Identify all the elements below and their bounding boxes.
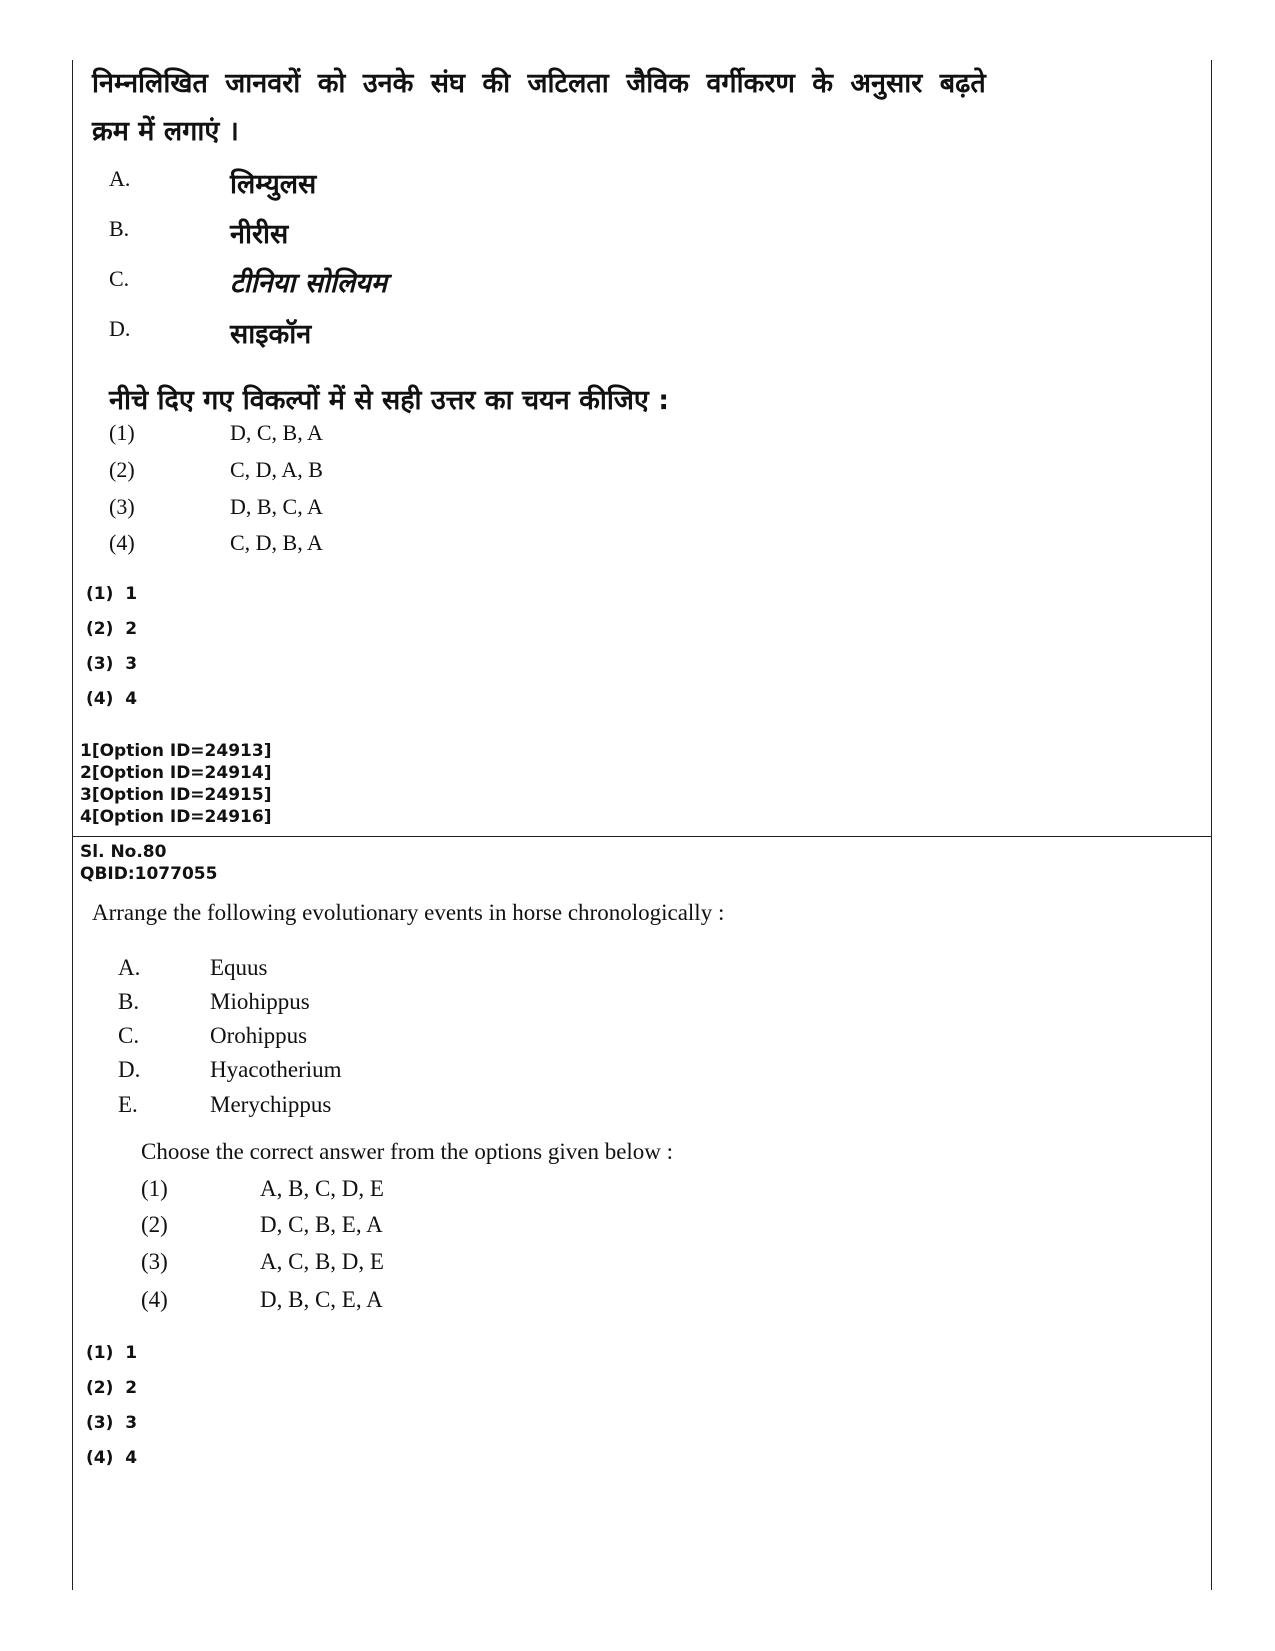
- item-name: साइकॉन: [230, 319, 312, 350]
- option-sequence: D, B, C, E, A: [260, 1287, 383, 1312]
- option-id: 2[Option ID=24914]: [80, 763, 272, 783]
- item-letter: D.: [109, 316, 131, 341]
- option-number: (3): [141, 1249, 168, 1274]
- option-number: (4): [109, 530, 135, 555]
- question-stem-line-2: क्रम में लगाएं ।: [92, 116, 239, 147]
- answer-choice[interactable]: (2) 2: [86, 619, 138, 639]
- option-sequence: D, B, C, A: [230, 494, 323, 519]
- question-bank-id: QBID:1077055: [80, 864, 218, 884]
- question-instruction: नीचे दिए गए विकल्पों में से सही उत्तर का चयन कीजिए :: [109, 385, 670, 416]
- item-name: टीनिया सोलियम: [230, 268, 387, 299]
- item-name: Equus: [210, 955, 268, 980]
- option-number: (2): [109, 457, 135, 482]
- item-letter: B.: [118, 989, 140, 1014]
- item-letter: A.: [109, 166, 131, 191]
- item-name: नीरीस: [230, 219, 289, 250]
- page-border-right: [1211, 60, 1212, 1590]
- option-number: (1): [141, 1176, 168, 1201]
- item-letter: D.: [118, 1057, 141, 1082]
- option-number: (4): [141, 1287, 168, 1312]
- option-sequence: C, D, B, A: [230, 530, 323, 555]
- option-sequence: A, B, C, D, E: [260, 1176, 384, 1201]
- answer-choice[interactable]: (3) 3: [86, 1413, 138, 1433]
- option-sequence: A, C, B, D, E: [260, 1249, 384, 1274]
- item-name: Merychippus: [210, 1092, 332, 1117]
- answer-choice[interactable]: (3) 3: [86, 654, 138, 674]
- item-letter: A.: [118, 955, 141, 980]
- option-sequence: D, C, B, E, A: [260, 1212, 383, 1237]
- option-id: 4[Option ID=24916]: [80, 807, 272, 827]
- item-letter: B.: [109, 216, 130, 241]
- answer-choice[interactable]: (4) 4: [86, 1448, 138, 1468]
- answer-choice[interactable]: (1) 1: [86, 1343, 138, 1363]
- item-name: Orohippus: [210, 1023, 308, 1048]
- question-divider: [72, 836, 1212, 837]
- page-border-left: [72, 60, 73, 1590]
- option-number: (1): [109, 420, 135, 445]
- item-letter: E.: [118, 1092, 138, 1117]
- answer-choice[interactable]: (4) 4: [86, 689, 138, 709]
- option-sequence: D, C, B, A: [230, 420, 323, 445]
- answer-choice[interactable]: (1) 1: [86, 584, 138, 604]
- item-name: Hyacotherium: [210, 1057, 342, 1082]
- serial-number: Sl. No.80: [80, 842, 167, 862]
- item-letter: C.: [109, 266, 130, 291]
- item-name: Miohippus: [210, 989, 310, 1014]
- option-id: 3[Option ID=24915]: [80, 785, 272, 805]
- option-id: 1[Option ID=24913]: [80, 741, 272, 761]
- question-stem: Arrange the following evolutionary events in horse chronologically :: [92, 900, 725, 925]
- option-sequence: C, D, A, B: [230, 457, 323, 482]
- question-stem-line-1: निम्नलिखित जानवरों को उनके संघ की जटिलता जैविक वर्गीकरण के अनुसार बढ़ते: [92, 68, 986, 99]
- option-number: (2): [141, 1212, 168, 1237]
- answer-choice[interactable]: (2) 2: [86, 1378, 138, 1398]
- item-name: लिम्युलस: [230, 169, 317, 200]
- question-instruction: Choose the correct answer from the options given below :: [141, 1139, 674, 1164]
- item-letter: C.: [118, 1023, 140, 1048]
- option-number: (3): [109, 494, 135, 519]
